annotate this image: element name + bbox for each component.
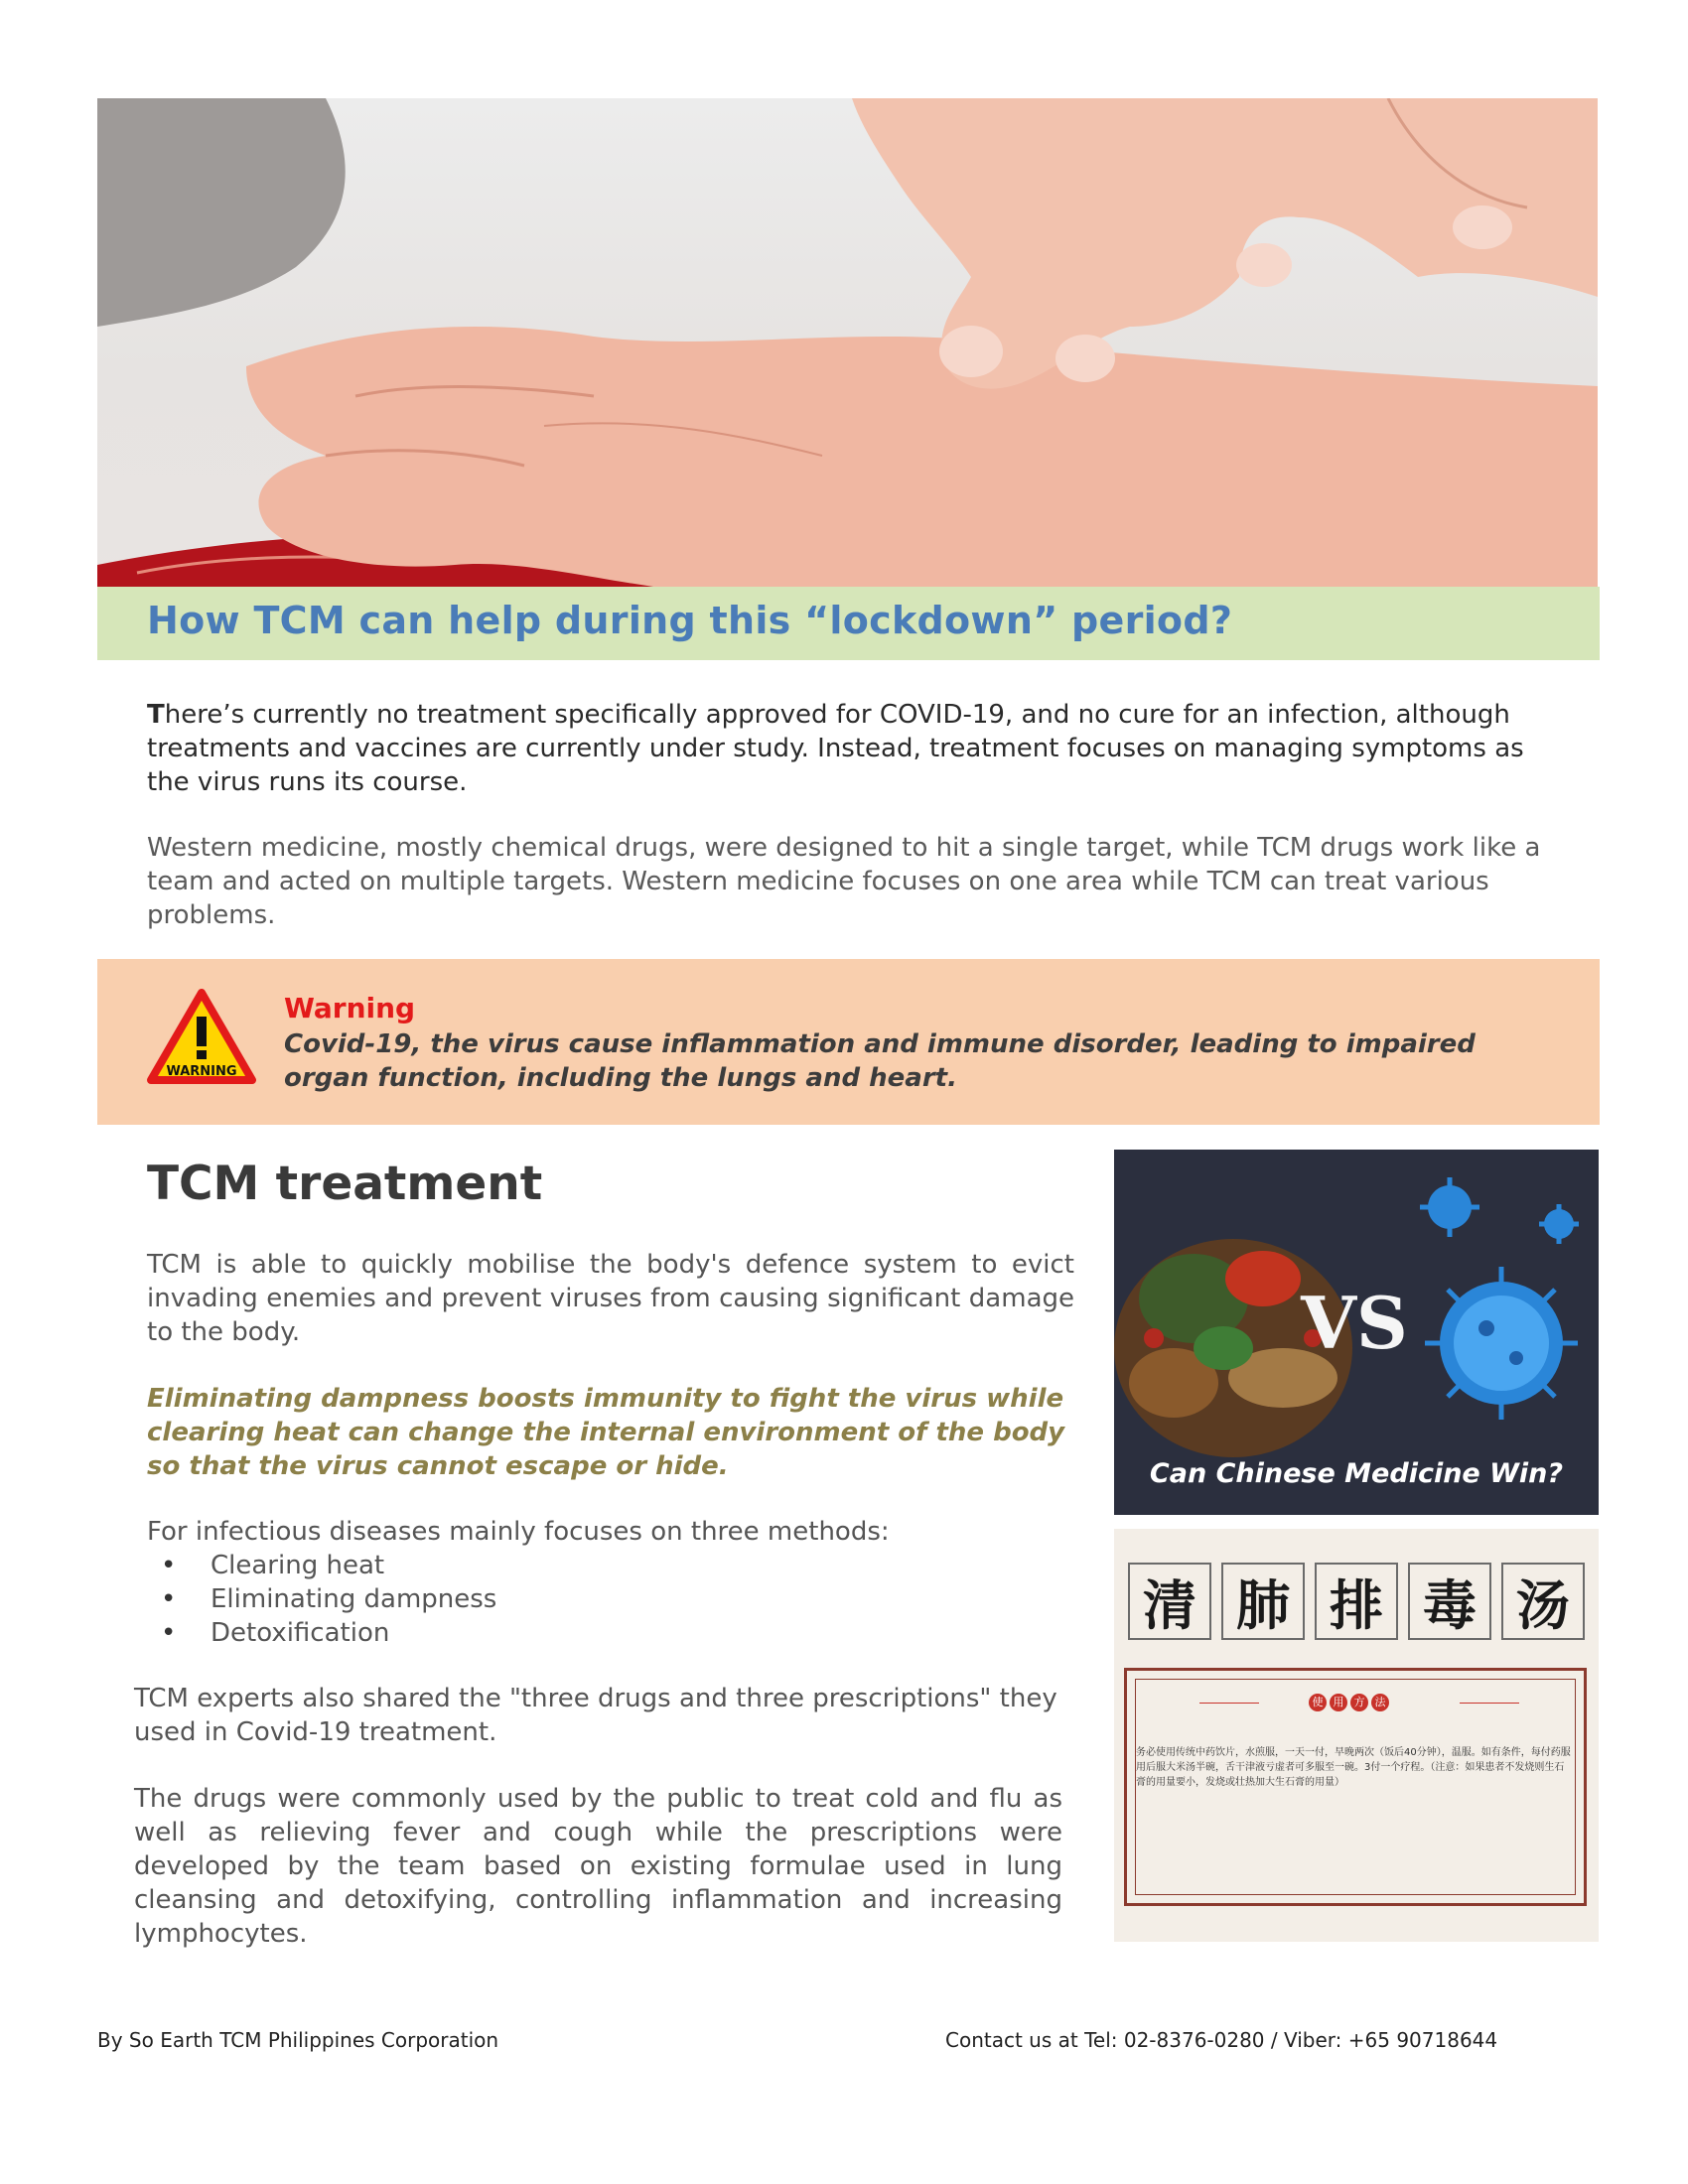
methods-intro: For infectious diseases mainly focuses on three methods:: [147, 1517, 890, 1547]
warning-text: Covid-19, the virus cause inflammation and immune disorder, leading to impaired organ function, including the lungs and heart.: [284, 1029, 1476, 1093]
recipe-title-banner: [1128, 1563, 1585, 1640]
footer-contact: Contact us at Tel: 02-8376-0280 / Viber: +65 90718644: [945, 2028, 1498, 2052]
intro-paragraph-1-text: here’s currently no treatment specifically approved for COVID-19, and no cure for an infection, although treatments and vaccines are currently under study. Instead, treatment focuses on managing symptoms as the virus runs its course.: [147, 700, 1524, 797]
treatment-paragraph-1: TCM is able to quickly mobilise the body's defence system to evict invading enemies and prevent viruses from causing significant damage to the body.: [147, 1250, 1074, 1347]
hero-illustration: [97, 98, 1598, 587]
methods-list: [147, 1549, 496, 1650]
vs-image-caption: Can Chinese Medicine Win?: [1149, 1458, 1564, 1489]
method-label: Clearing heat: [211, 1551, 385, 1580]
recipe-usage-text: 务必使用传统中药饮片，水煎服，一天一付，早晚两次（饭后40分钟），温服。如有条件，每付药服用后服大米汤半碗，舌干津液亏虚者可多服至一碗。3付一个疗程。（注意：如果患者不发烧则生石膏的用量要小，发烧或壮热加大生石膏的用量）: [1136, 1747, 1571, 1788]
list-item: [147, 1582, 496, 1616]
bullet-icon: •: [161, 1618, 177, 1648]
section-heading-tcm-treatment: TCM treatment: [147, 1157, 543, 1211]
recipe-title-char: 汤: [1501, 1563, 1585, 1640]
hero-photo-pulse-diagnosis: [97, 98, 1598, 587]
recipe-rule-right: [1460, 1703, 1519, 1704]
bullet-icon: •: [161, 1551, 177, 1580]
list-item: [147, 1549, 496, 1582]
treatment-paragraph-3: The drugs were commonly used by the public to treat cold and flu as well as relieving fever and cough while the prescriptions were developed by the team based on existing formulae used in lung cleansing and detoxifying, controlling inflammation and increasing lymphocytes.: [134, 1784, 1062, 1949]
method-label: Eliminating dampness: [211, 1584, 497, 1614]
badge-char: 用: [1330, 1694, 1347, 1711]
treatment-highlight: Eliminating dampness boosts immunity to fight the virus while clearing heat can change the internal environment of the body so that the virus cannot escape or hide.: [147, 1384, 1065, 1481]
intro-paragraph-1: [147, 698, 1557, 799]
title-band: [97, 587, 1600, 660]
method-label: Detoxification: [211, 1618, 390, 1648]
recipe-rule-left: [1199, 1703, 1259, 1704]
recipe-title-char: 排: [1315, 1563, 1398, 1640]
treatment-paragraph-2: TCM experts also shared the "three drugs and three prescriptions" they used in Covid-19 treatment.: [134, 1684, 1057, 1747]
warning-title: Warning: [284, 992, 416, 1024]
bullet-icon: •: [161, 1584, 177, 1614]
list-item: [147, 1616, 496, 1650]
warning-sign-icon: [147, 989, 256, 1092]
page-title: How TCM can help during this “lockdown” period?: [147, 599, 1233, 642]
intro-dropcap: T: [147, 700, 165, 730]
qingfei-paidu-recipe-image: [1114, 1529, 1599, 1942]
recipe-title-char: 肺: [1221, 1563, 1305, 1640]
recipe-title-char: 清: [1128, 1563, 1211, 1640]
intro-paragraph-2: Western medicine, mostly chemical drugs, were designed to hit a single target, while TCM drugs work like a team and acted on multiple targets. Western medicine focuses on one area while TCM can treat various problems.: [147, 833, 1541, 930]
recipe-usage-badge: [1309, 1694, 1389, 1711]
badge-char: 方: [1350, 1694, 1368, 1711]
warning-sign-label: WARNING: [166, 1064, 237, 1079]
badge-char: 法: [1371, 1694, 1389, 1711]
herbs-vs-virus-image: [1114, 1150, 1599, 1515]
recipe-title-char: 毒: [1408, 1563, 1491, 1640]
warning-callout: [97, 959, 1600, 1125]
badge-char: 使: [1309, 1694, 1327, 1711]
vs-label: VS: [1301, 1281, 1408, 1365]
footer-company: By So Earth TCM Philippines Corporation: [97, 2028, 499, 2052]
